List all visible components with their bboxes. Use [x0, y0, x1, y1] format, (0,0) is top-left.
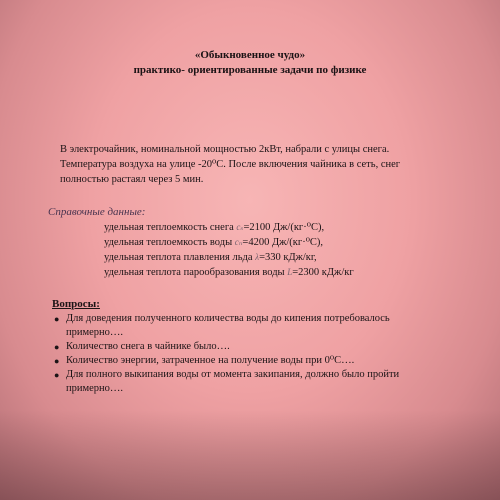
reference-item — [104, 250, 354, 265]
bullet-icon: ● — [54, 370, 60, 380]
reference-heading: Справочные данные: — [48, 206, 146, 218]
questions-heading: Вопросы: — [52, 298, 100, 310]
question-line: Количество энергии, затраченное на получение воды при 0⁰С…. — [66, 355, 355, 366]
question-line: Для полного выкипания воды от момента закипания, должно было пройти — [66, 369, 400, 380]
reference-value: =4200 Дж/(кг·⁰С), — [242, 237, 324, 248]
bullet-icon: ● — [54, 314, 60, 324]
reference-item — [104, 220, 354, 235]
problem-line: В электрочайник, номинальной мощностью 2кВт, набрали с улицы снега. — [60, 144, 390, 155]
bullet-icon: ● — [54, 356, 60, 366]
title-subtitle: практико- ориентированные задачи по физике — [133, 64, 367, 76]
problem-text — [60, 142, 480, 187]
questions-list — [52, 312, 472, 396]
question-line: примерно…. — [66, 383, 124, 394]
reference-item — [104, 265, 354, 280]
title-block — [0, 48, 500, 78]
reference-value: =330 кДж/кг, — [259, 252, 317, 263]
reference-label: удельная теплоемкость воды — [104, 237, 233, 248]
title-main: «Обыкновенное чудо» — [194, 49, 306, 61]
question-item — [52, 312, 472, 340]
reference-label: удельная теплота плавления льда — [104, 252, 253, 263]
reference-value: =2300 кДж/кг — [292, 267, 354, 278]
problem-line: Температура воздуха на улице -20⁰С. После включения чайника в сеть, снег — [60, 159, 401, 170]
reference-list — [104, 220, 354, 280]
reference-symbol: cₛ — [236, 222, 244, 232]
reference-symbol: λ — [255, 252, 260, 262]
reference-symbol: L — [287, 267, 293, 277]
question-line: Количество снега в чайнике было…. — [66, 341, 230, 352]
reference-item — [104, 235, 354, 250]
question-line: примерно…. — [66, 327, 124, 338]
question-item — [52, 354, 472, 368]
question-item — [52, 368, 472, 396]
reference-value: =2100 Дж/(кг·⁰С), — [243, 222, 325, 233]
reference-label: удельная теплота парообразования воды — [104, 267, 285, 278]
question-item — [52, 340, 472, 354]
bullet-icon: ● — [54, 342, 60, 352]
question-line: Для доведения полученного количества воды до кипения потребовалось — [66, 313, 390, 324]
reference-label: удельная теплоемкость снега — [104, 222, 234, 233]
reference-symbol: cₙ — [234, 237, 243, 247]
problem-line: полностью растаял через 5 мин. — [60, 174, 204, 185]
